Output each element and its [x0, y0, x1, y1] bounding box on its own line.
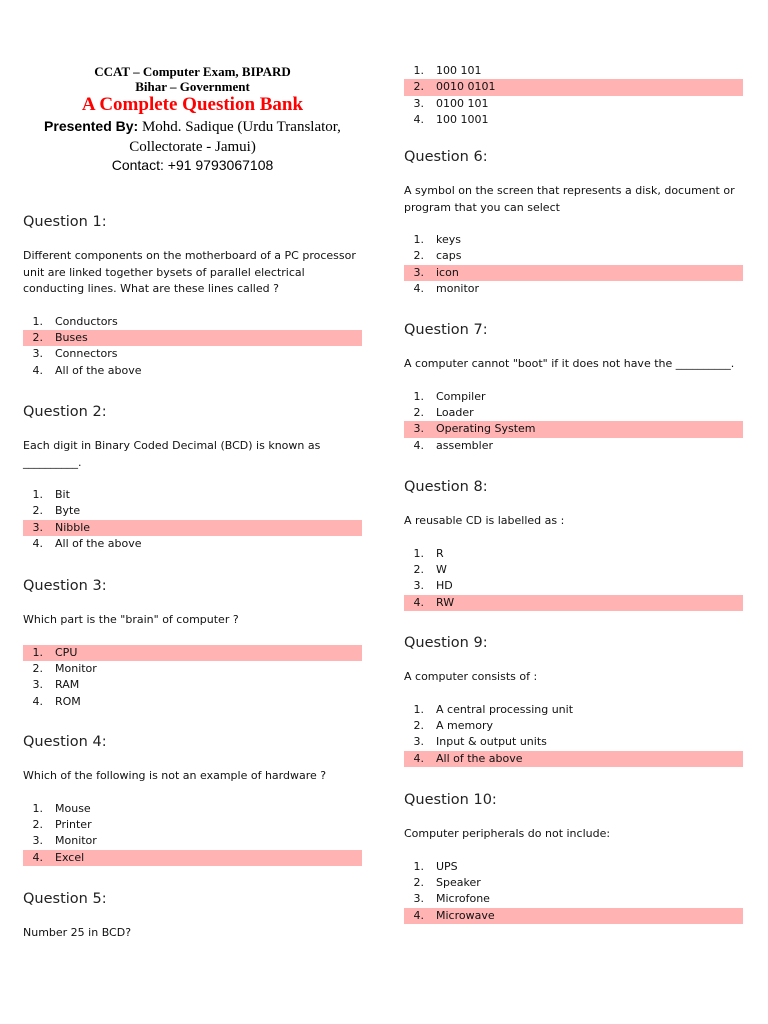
option-item	[404, 63, 743, 79]
option-item-answer	[404, 421, 743, 437]
option-item	[404, 546, 743, 562]
option-label: keys	[436, 233, 461, 246]
option-number: 3.	[32, 834, 43, 848]
question-text: A symbol on the screen that represents a disk, document or program that you can select	[404, 184, 735, 214]
question-title: Question 1:	[23, 214, 107, 230]
option-number: 1.	[32, 314, 43, 328]
option-number: 1.	[32, 645, 43, 659]
option-item-answer	[404, 79, 743, 95]
option-list	[23, 314, 362, 380]
question-title: Question 2:	[23, 404, 107, 420]
option-item	[404, 112, 743, 128]
option-list	[404, 859, 743, 925]
option-label: caps	[436, 249, 462, 263]
option-label: Connectors	[55, 347, 118, 361]
option-number: 1.	[413, 546, 424, 560]
option-label: 100 1001	[436, 113, 489, 127]
question-text: Computer peripherals do not include:	[404, 827, 611, 840]
presenter-office: Collectorate - Jamui)	[129, 139, 256, 155]
question-text: Which of the following is not an example of hardware ?	[23, 769, 327, 782]
option-label: Compiler	[436, 389, 486, 403]
option-number: 1.	[32, 488, 43, 501]
option-item-answer	[404, 265, 743, 281]
option-list	[404, 389, 743, 455]
option-number: 2.	[413, 405, 424, 419]
option-item	[404, 734, 743, 750]
option-label: Input & output units	[436, 735, 547, 749]
option-label: All of the above	[436, 751, 523, 765]
option-list	[23, 801, 362, 867]
option-number: 1.	[32, 801, 43, 815]
option-item-answer	[404, 595, 743, 611]
option-number: 4.	[413, 595, 424, 609]
option-number: 1.	[413, 702, 424, 716]
option-number: 1.	[413, 233, 424, 246]
option-label: Buses	[55, 330, 88, 344]
question-title: Question 9:	[404, 635, 488, 651]
option-item	[23, 817, 362, 833]
option-label: W	[436, 562, 447, 576]
presenter-name: Mohd. Sadique (Urdu Translator,	[138, 119, 341, 135]
option-item	[23, 314, 362, 330]
option-label: ROM	[55, 694, 81, 708]
option-number: 3.	[32, 520, 43, 534]
question-title: Question 3:	[23, 578, 107, 594]
option-number: 3.	[413, 579, 424, 593]
left-column	[23, 0, 362, 939]
option-number: 3.	[32, 678, 43, 692]
option-list	[404, 702, 743, 768]
option-label: CPU	[55, 645, 78, 659]
document-header	[23, 0, 362, 174]
option-list	[404, 63, 743, 129]
option-number: 4.	[413, 282, 424, 296]
option-item	[23, 801, 362, 817]
question-text: Which part is the "brain" of computer ?	[23, 613, 239, 626]
option-item	[404, 389, 743, 405]
question-text: A computer consists of :	[404, 670, 538, 683]
option-label: monitor	[436, 282, 480, 296]
option-label: 0100 101	[436, 96, 489, 110]
option-item	[23, 661, 362, 677]
option-item	[23, 363, 362, 379]
option-item	[404, 405, 743, 421]
option-number: 1.	[413, 64, 424, 77]
option-item	[404, 248, 743, 264]
option-item-answer	[23, 330, 362, 346]
option-item	[404, 875, 743, 891]
option-list	[23, 645, 362, 711]
option-item-answer	[23, 520, 362, 536]
option-number: 2.	[32, 330, 43, 344]
option-item-answer	[23, 645, 362, 661]
option-item	[404, 859, 743, 875]
option-number: 2.	[32, 817, 43, 831]
question-block	[23, 213, 362, 379]
option-label: Speaker	[436, 875, 481, 889]
presented-by-label: Presented By:	[44, 118, 139, 134]
option-label: Microfone	[436, 892, 490, 906]
option-label: assembler	[436, 438, 494, 452]
option-item	[404, 438, 743, 454]
option-number: 3.	[413, 892, 424, 906]
option-item	[23, 677, 362, 693]
option-label: Monitor	[55, 834, 97, 848]
option-number: 2.	[413, 562, 424, 576]
question-block	[404, 148, 743, 298]
option-list	[404, 546, 743, 612]
option-number: 2.	[413, 718, 424, 732]
option-number: 3.	[32, 347, 43, 361]
option-item	[23, 503, 362, 519]
option-number: 2.	[413, 80, 424, 94]
option-label: UPS	[436, 859, 458, 873]
option-number: 3.	[413, 265, 424, 279]
option-item	[23, 346, 362, 362]
option-number: 1.	[413, 859, 424, 873]
option-number: 4.	[413, 113, 424, 127]
option-number: 4.	[413, 908, 424, 922]
question-title: Question 8:	[404, 479, 488, 495]
option-number: 2.	[32, 661, 43, 675]
option-number: 2.	[413, 875, 424, 889]
option-label: A central processing unit	[436, 702, 574, 716]
option-item	[404, 702, 743, 718]
presented-by	[23, 116, 362, 137]
option-label: A memory	[436, 718, 493, 732]
option-label: icon	[436, 265, 459, 279]
question-block	[23, 733, 362, 866]
option-item	[404, 281, 743, 297]
option-item	[23, 536, 362, 552]
option-item-answer	[404, 908, 743, 924]
option-label: Printer	[55, 817, 92, 831]
option-number: 4.	[413, 438, 424, 452]
option-number: 3.	[413, 422, 424, 436]
question-title: Question 7:	[404, 322, 488, 338]
question-block	[23, 577, 362, 710]
option-item	[404, 562, 743, 578]
option-number: 2.	[32, 504, 43, 518]
question-text: Different components on the motherboard of a PC processor unit are linked together bysets of parallel electrical conducting lines. What are these lines called ?	[23, 249, 356, 295]
option-item-answer	[404, 751, 743, 767]
question-options-continued	[404, 63, 743, 129]
option-number: 3.	[413, 735, 424, 749]
option-label: Monitor	[55, 661, 97, 675]
option-item	[404, 578, 743, 594]
contact-line: Contact: +91 9793067108	[111, 157, 274, 173]
option-item	[23, 694, 362, 710]
question-text: A computer cannot "boot" if it does not have the __________.	[404, 357, 735, 370]
option-number: 4.	[32, 694, 43, 708]
option-label: Byte	[55, 504, 81, 518]
question-block	[404, 321, 743, 454]
question-title: Question 10:	[404, 792, 497, 808]
exam-title: CCAT – Computer Exam, BIPARD	[94, 64, 291, 79]
option-label: Conductors	[55, 314, 118, 328]
option-label: Operating System	[436, 422, 536, 436]
option-label: RAM	[55, 678, 80, 692]
question-title: Question 5:	[23, 891, 107, 907]
option-label: Mouse	[55, 801, 91, 815]
option-list	[23, 487, 362, 553]
option-item	[404, 718, 743, 734]
option-item	[404, 232, 743, 248]
option-number: 1.	[413, 389, 424, 403]
option-item	[404, 891, 743, 907]
option-number: 4.	[32, 850, 43, 864]
option-label: 0010 0101	[436, 80, 496, 94]
option-label: Nibble	[55, 520, 91, 534]
option-label: Bit	[55, 488, 70, 501]
option-label: All of the above	[55, 363, 142, 377]
question-title: Question 4:	[23, 734, 107, 750]
question-block	[404, 791, 743, 924]
option-label: R	[436, 546, 444, 560]
government-line: Bihar – Government	[135, 79, 250, 94]
question-bank-title: A Complete Question Bank	[81, 94, 304, 115]
option-item	[23, 487, 362, 503]
option-label: Microwave	[436, 908, 495, 922]
option-item	[404, 96, 743, 112]
question-block	[23, 403, 362, 553]
option-number: 2.	[413, 249, 424, 263]
question-block	[404, 478, 743, 611]
option-label: Excel	[55, 850, 85, 864]
question-block	[23, 890, 362, 942]
option-number: 4.	[32, 537, 43, 551]
option-label: HD	[436, 579, 453, 593]
question-text: A reusable CD is labelled as :	[404, 514, 565, 527]
question-block	[404, 634, 743, 767]
option-label: Loader	[436, 405, 474, 419]
option-number: 4.	[413, 751, 424, 765]
option-item	[23, 833, 362, 849]
option-label: All of the above	[55, 537, 142, 551]
option-list	[404, 232, 743, 298]
option-item-answer	[23, 850, 362, 866]
question-text: Number 25 in BCD?	[23, 926, 132, 939]
option-label: 100 101	[436, 64, 482, 77]
question-text: Each digit in Binary Coded Decimal (BCD) is known as __________.	[23, 439, 321, 469]
option-number: 3.	[413, 96, 424, 110]
option-number: 4.	[32, 363, 43, 377]
option-label: RW	[436, 595, 455, 609]
question-title: Question 6:	[404, 149, 488, 165]
